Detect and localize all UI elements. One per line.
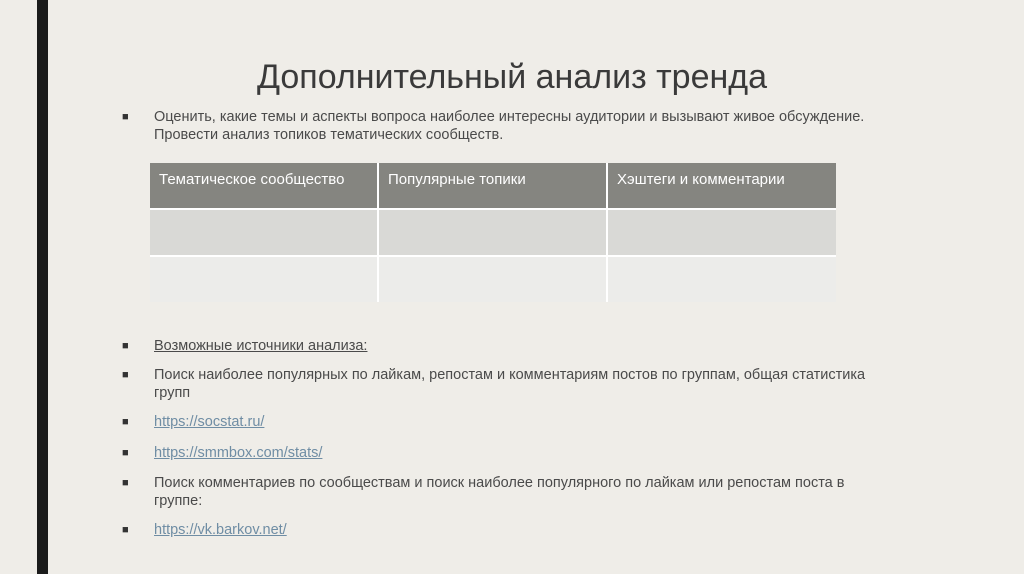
bullet-square-icon: ■ [122, 340, 129, 352]
bullet-square-icon: ■ [122, 369, 129, 381]
header-popular-topics: Популярные топики [378, 163, 607, 209]
table-cell [378, 256, 607, 302]
header-community: Тематическое сообщество [150, 163, 378, 209]
barkov-link[interactable]: https://vk.barkov.net/ [154, 522, 287, 538]
table-cell [607, 256, 836, 302]
table-cell [150, 209, 378, 256]
slide-title: Дополнительный анализ тренда [256, 58, 768, 96]
sources-heading: Возможные источники анализа: [154, 338, 368, 354]
table-cell [378, 209, 607, 256]
bullet-square-icon: ■ [122, 416, 129, 428]
source-description: Поиск наиболее популярных по лайкам, репостам и комментариям постов по группам, общая статистика групп [154, 367, 866, 401]
smmbox-link[interactable]: https://smmbox.com/stats/ [154, 445, 323, 461]
topic-analysis-table [150, 163, 836, 302]
socstat-link[interactable]: https://socstat.ru/ [154, 414, 265, 430]
header-hashtags-comments: Хэштеги и комментарии [607, 163, 836, 209]
table-row [150, 256, 836, 302]
table-cell [150, 256, 378, 302]
table-header-row [150, 163, 836, 209]
bullet-square-icon: ■ [122, 447, 129, 459]
bullet-square-icon: ■ [122, 111, 129, 123]
table-row [150, 209, 836, 256]
bullet-square-icon: ■ [122, 477, 129, 489]
comments-search-description: Поиск комментариев по сообществам и поиск наиболее популярного по лайкам или репостам поста в группе: [154, 475, 845, 509]
intro-text: Оценить, какие темы и аспекты вопроса наиболее интересны аудитории и вызывают живое обсуждение. Провести анализ топиков тематических сообществ. [154, 109, 865, 143]
bullet-square-icon: ■ [122, 524, 129, 536]
table-cell [607, 209, 836, 256]
